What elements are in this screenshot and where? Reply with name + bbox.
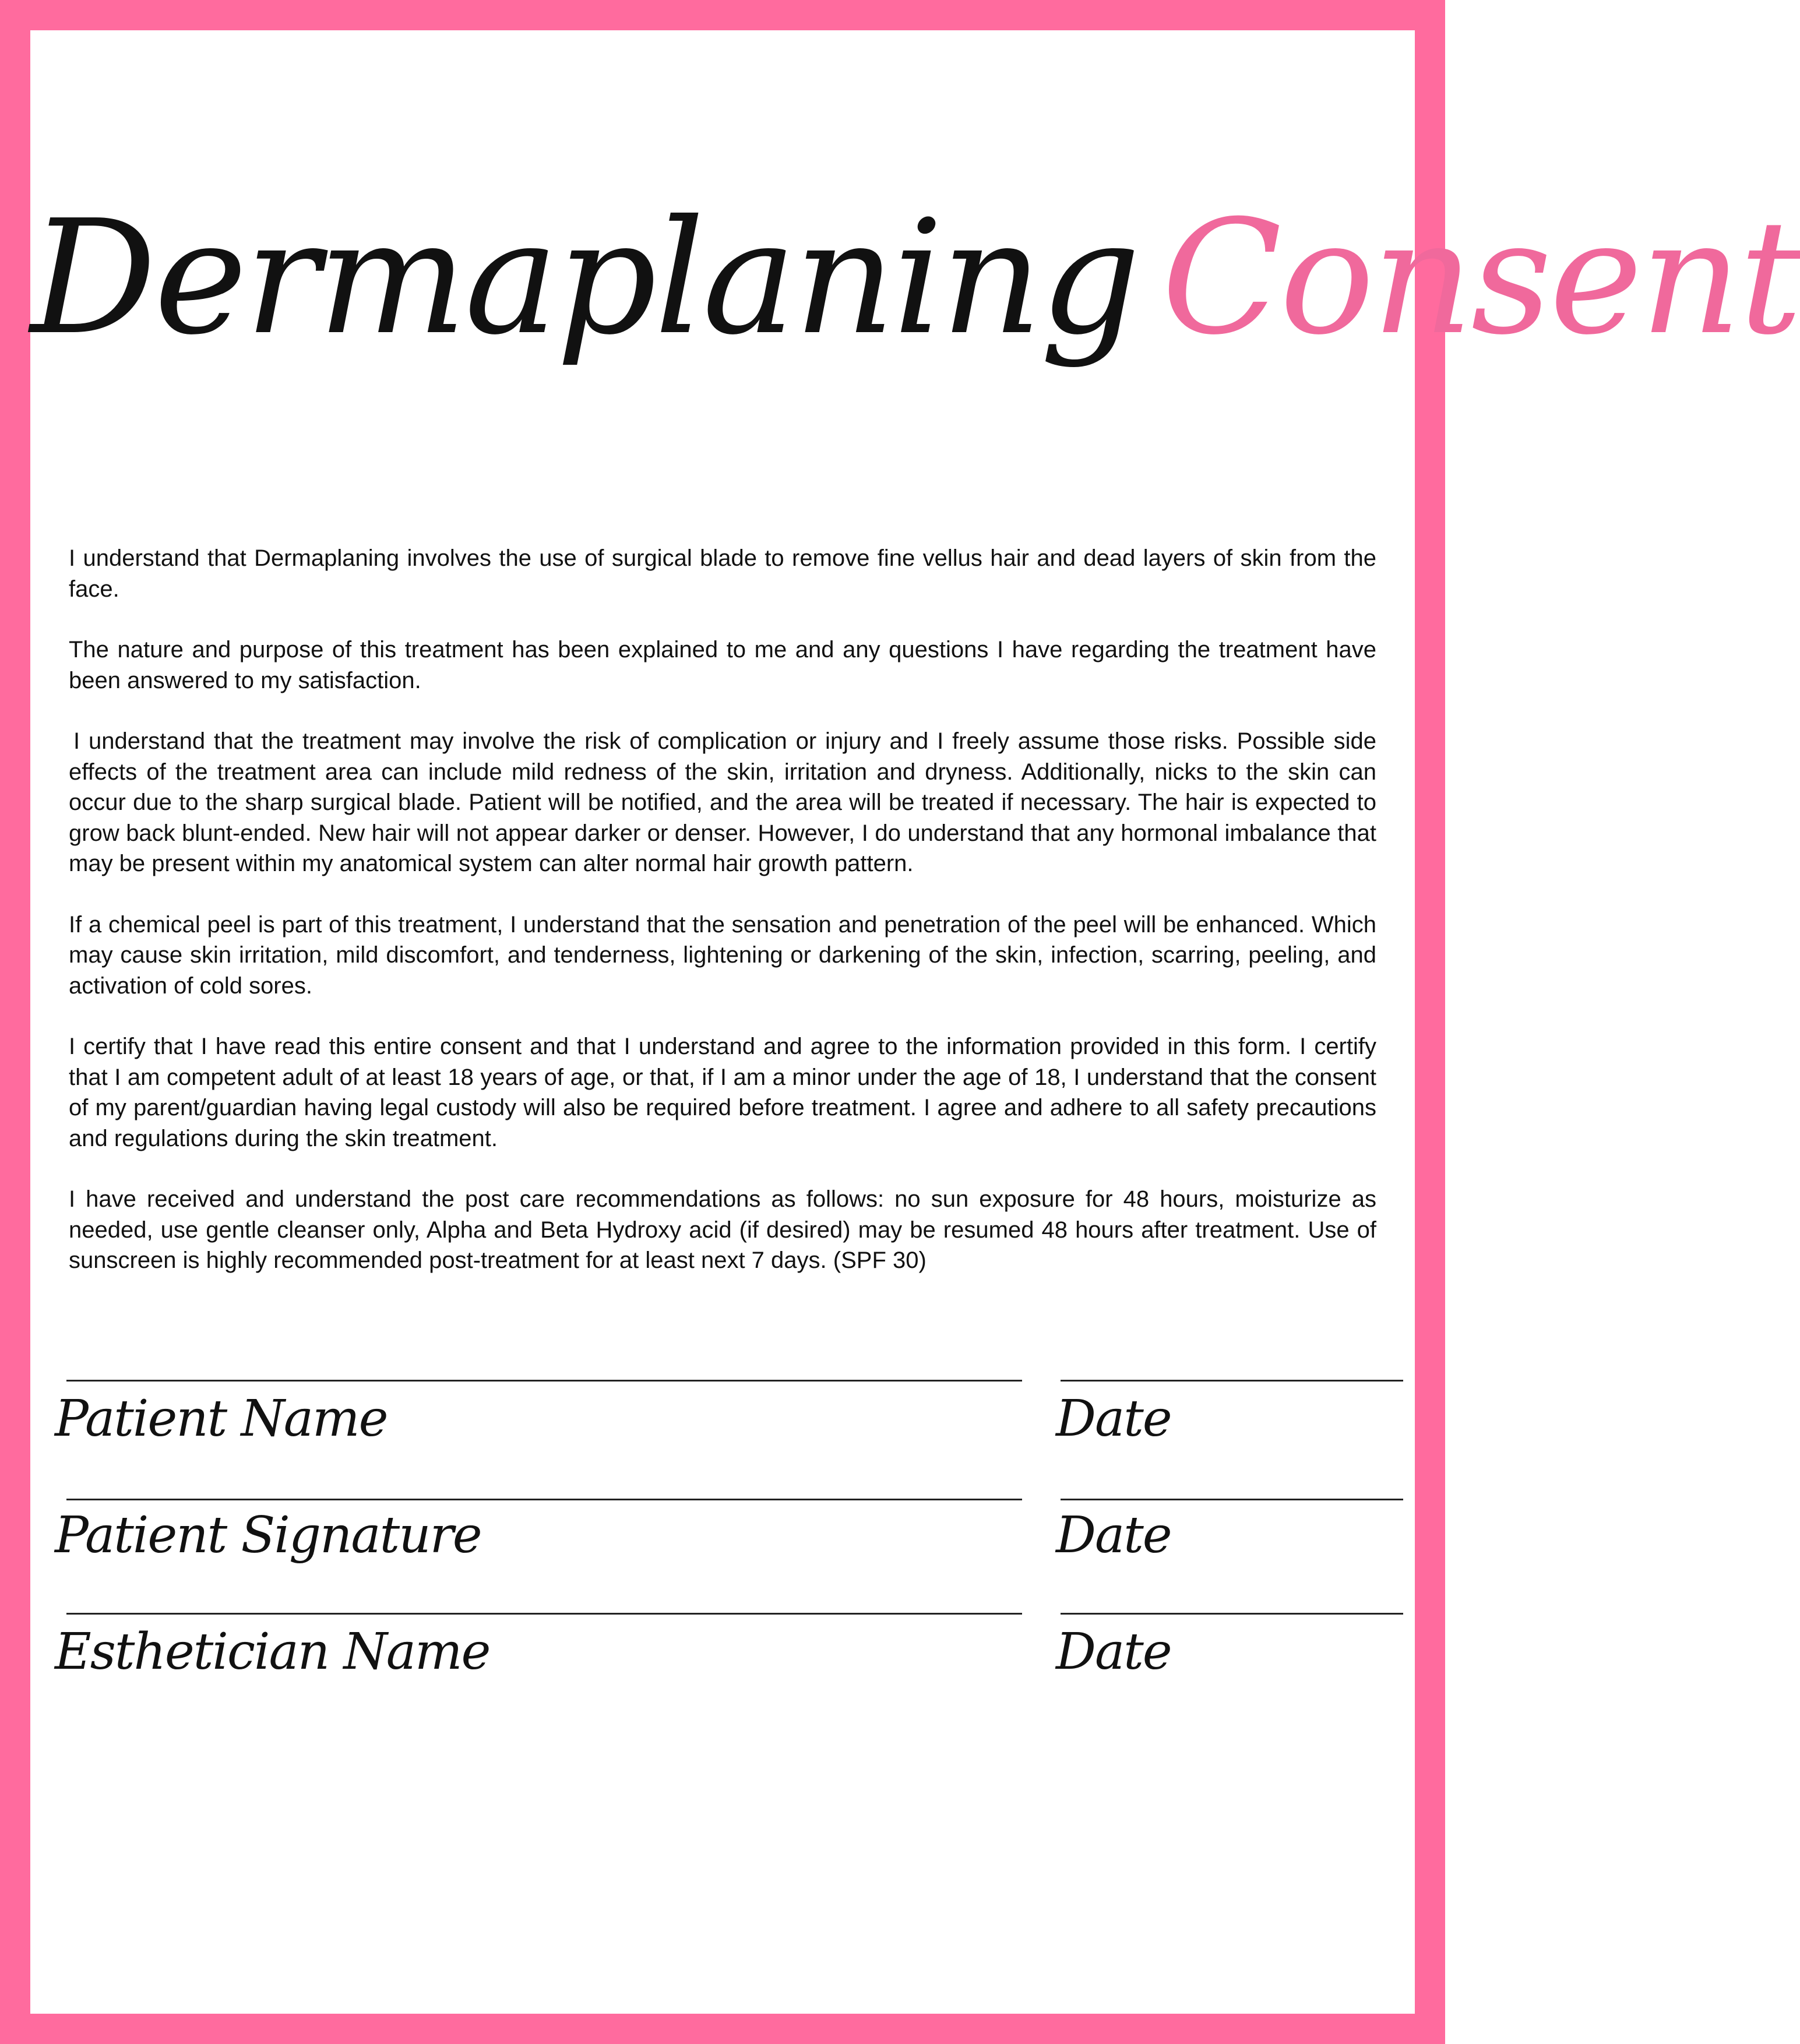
title-consent: Consent — [1161, 186, 1800, 369]
patient-signature-date-line[interactable] — [1061, 1499, 1403, 1500]
esthetician-name-date-label: Date — [1056, 1623, 1171, 1681]
paragraph-certification: I certify that I have read this entire consent and that I understand and agree to the information provided in this form. I certify that I am competent adult of at least 18 years of age, or that, if I am a minor under the age of 18, I understand that the consent of my parent/guardian having legal custody will also be required before treatment. I agree and adhere to all safety precautions and regulations during the skin treatment. — [69, 1034, 1376, 1151]
patient-name-label: Patient Name — [55, 1390, 388, 1448]
patient-signature-line[interactable] — [66, 1499, 1022, 1500]
patient-signature-label: Patient Signature — [55, 1506, 481, 1564]
esthetician-name-line[interactable] — [66, 1613, 1022, 1615]
patient-name-date-line[interactable] — [1061, 1380, 1403, 1382]
patient-name-line[interactable] — [66, 1380, 1022, 1382]
paragraph-risks: I understand that the treatment may involve the risk of complication or injury and I freely assume those risks. Possible side effects of the treatment area can include mild redness of the skin, irritation and dryness. Additionally, nicks to the skin can occur due to the sharp surgical blade. Patient will be notified, and the area will be treated if necessary. The hair is expected to grow back blunt-ended. New hair will not appear darker or denser. However, I do understand that any hormonal imbalance that may be present within my anatomical system can alter normal hair growth pattern. — [69, 728, 1376, 876]
patient-name-date-label: Date — [1056, 1390, 1171, 1448]
consent-form-sheet — [30, 30, 1800, 2014]
title-dermaplaning: Dermaplaning — [30, 186, 1139, 369]
form-title — [30, 186, 1800, 369]
esthetician-name-date-line[interactable] — [1061, 1613, 1403, 1615]
paragraph-explanation: The nature and purpose of this treatment has been explained to me and any questions I have regarding the treatment have been answered to my satisfaction. — [69, 637, 1376, 693]
consent-text — [69, 543, 1376, 1306]
paragraph-procedure: I understand that Dermaplaning involves the use of surgical blade to remove fine vellus hair and dead layers of skin from the face. — [69, 545, 1376, 602]
esthetician-name-label: Esthetician Name — [55, 1623, 490, 1681]
paragraph-chemical-peel: If a chemical peel is part of this treatment, I understand that the sensation and penetration of the peel will be enhanced. Which may cause skin irritation, mild discomfort, and tenderness, lightening or darkening of the skin, infection, scarring, peeling, and activation of cold sores. — [69, 911, 1376, 999]
paragraph-post-care: I have received and understand the post care recommendations as follows: no sun exposure for 48 hours, moisturize as needed, use gentle cleanser only, Alpha and Beta Hydroxy acid (if desired) may be resumed 48 hours after treatment. Use of sunscreen is highly recommended post-treatment for at least next 7 days. (SPF 30) — [69, 1186, 1376, 1273]
patient-signature-date-label: Date — [1056, 1506, 1171, 1564]
